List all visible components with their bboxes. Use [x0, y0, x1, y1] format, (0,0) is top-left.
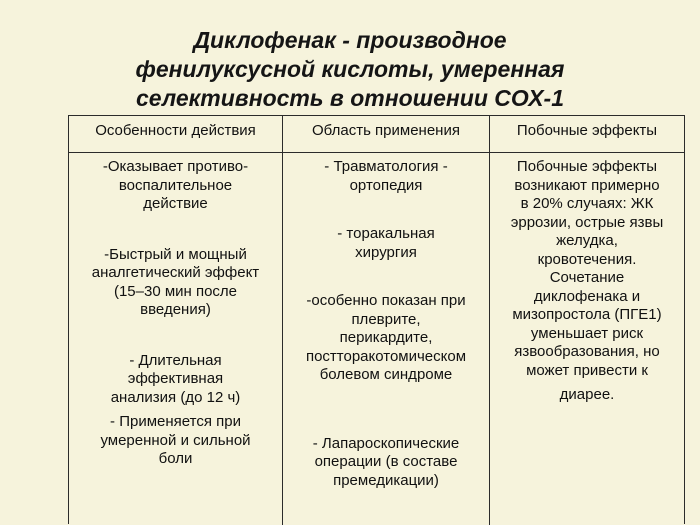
text-line: - Лапароскопические: [312, 434, 460, 452]
column-divider: [489, 116, 490, 525]
column-divider: [282, 116, 283, 525]
text-line: хирургия: [355, 243, 417, 261]
text-line: Побочные эффекты: [516, 158, 658, 175]
features-item-duration: [73, 352, 278, 408]
cell-side-effects: [492, 158, 682, 405]
text-line: -особенно показан при: [306, 292, 466, 309]
cell-features: [73, 158, 278, 469]
text-line: операции (в составе: [314, 453, 458, 470]
text-line: умеренной и сильной: [100, 431, 251, 449]
features-item-anti-inflammatory: [73, 158, 278, 214]
text-line: эррозии, острые язвы: [510, 213, 664, 231]
text-line: - Длительная: [129, 351, 222, 369]
features-item-analgesic: [73, 246, 278, 320]
application-item-thoracic: [285, 225, 487, 262]
text-line: введения): [140, 301, 211, 318]
text-line: диарее.: [559, 386, 615, 403]
application-item-laparoscopic: [285, 435, 487, 491]
text-line: постторакотомическом: [305, 347, 467, 365]
header-application: Область применения: [312, 122, 460, 139]
text-line: перикардите,: [339, 329, 433, 346]
slide-title: [70, 26, 630, 113]
text-line: действие: [143, 195, 208, 212]
text-line: язвообразования, но: [514, 343, 660, 360]
application-item-indications: [285, 292, 487, 385]
text-line: плеврите,: [351, 310, 421, 328]
text-line: может привести к: [526, 361, 648, 379]
text-line: желудка,: [556, 232, 618, 249]
text-line: боли: [158, 450, 193, 467]
text-line: ортопедия: [349, 176, 423, 194]
text-line: в 20% случаях: ЖК: [520, 195, 654, 212]
text-line: - Применяется при: [110, 413, 241, 430]
text-line: Сочетание: [549, 269, 625, 286]
text-line: кровотечения.: [537, 250, 637, 268]
title-line-1: Диклофенак - производное: [193, 27, 507, 53]
title-line-3: селективность в отношении СОХ-1: [135, 85, 564, 111]
text-line: - торакальная: [337, 225, 435, 242]
text-line: болевом синдроме: [319, 366, 453, 383]
text-line: анализия (до 12 ч): [110, 388, 241, 406]
text-line: аналгетический эффект: [91, 264, 260, 281]
text-line: воспалительное: [118, 176, 233, 194]
header-side-effects: Побочные эффекты: [516, 122, 658, 139]
text-line: мизопростола (ПГЕ1): [512, 306, 662, 323]
text-line: -Оказывает противо-: [102, 158, 249, 175]
cell-application: [285, 158, 487, 490]
text-line: -Быстрый и мощный: [104, 245, 247, 263]
text-line: эффективная: [127, 370, 224, 387]
title-line-2: фенилуксусной кислоты, умеренная: [135, 56, 565, 82]
text-line: возникают примерно: [514, 176, 660, 194]
application-item-traumatology: [285, 158, 487, 195]
text-line: (15–30 мин после: [113, 282, 238, 300]
comparison-table: [68, 115, 685, 524]
features-item-usage: [73, 413, 278, 469]
text-line: - Травматология -: [324, 158, 448, 175]
header-features: Особенности действия: [95, 122, 256, 139]
text-line: премедикации): [333, 471, 439, 489]
text-line: уменьшает риск: [530, 324, 644, 342]
text-line: диклофенака и: [533, 287, 641, 305]
